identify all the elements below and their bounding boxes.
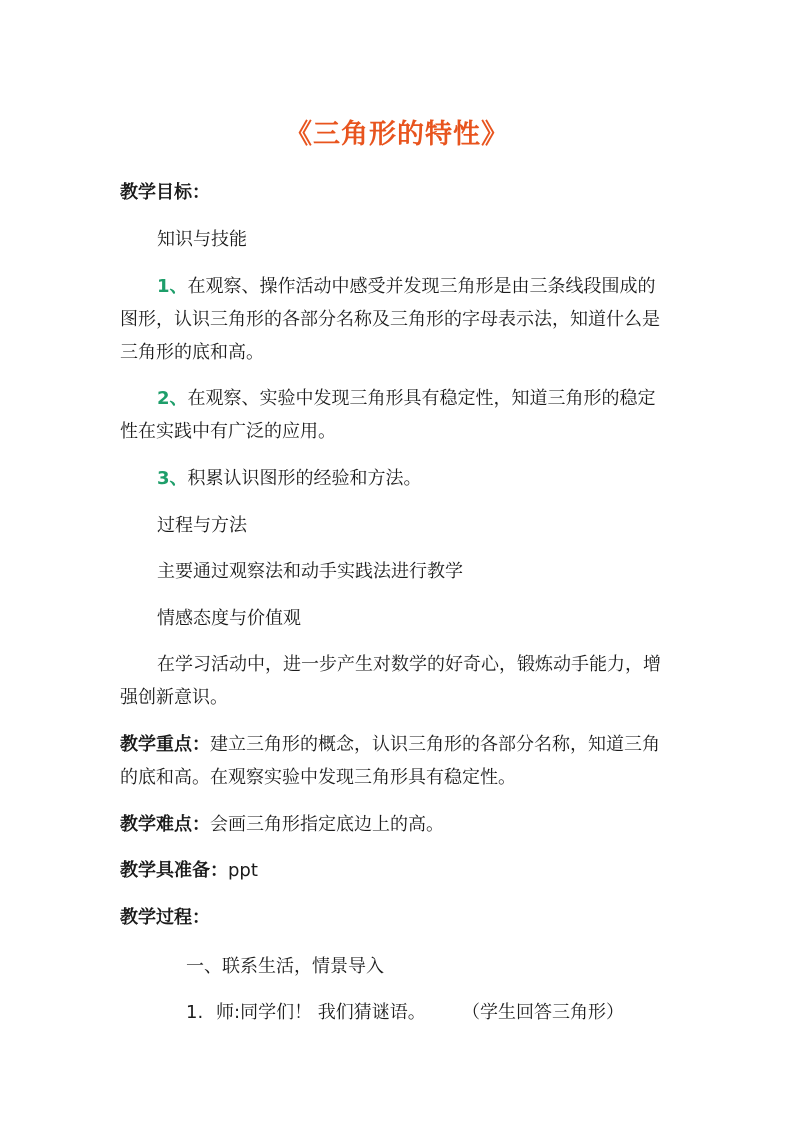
difficulty-text: 会画三角形指定底边上的高。 — [210, 814, 444, 835]
difficulty-line — [120, 808, 444, 841]
step-1-number: 1. — [186, 1002, 204, 1023]
process-heading: 教学过程： — [120, 907, 210, 928]
item-text: 在观察、操作活动中感受并发现三角形是由三条线段围成的 — [187, 276, 656, 297]
process-method-text: 主要通过观察法和动手实践法进行教学 — [157, 561, 463, 582]
document-title: 《三角形的特性》 — [285, 119, 509, 150]
emotion-values-heading: 情感态度与价值观 — [157, 608, 301, 629]
tools-label: 教学具准备： — [120, 860, 228, 881]
knowledge-skills-heading: 知识与技能 — [157, 229, 247, 250]
item-number: 2、 — [157, 388, 188, 409]
emotion-line-1: 在学习活动中，进一步产生对数学的好奇心，锻炼动手能力，增 — [157, 654, 661, 675]
process-method-heading: 过程与方法 — [157, 515, 247, 536]
section-1-heading: 一、联系生活，情景导入 — [186, 956, 384, 977]
step-1-note: （学生回答三角形） — [462, 1002, 624, 1023]
item-number: 1、 — [157, 276, 188, 297]
item-text: 积累认识图形的经验和方法。 — [187, 468, 422, 489]
key-point-line-2: 的底和高。在观察实验中发现三角形具有稳定性。 — [120, 767, 516, 788]
objective-item-1-line-1 — [157, 270, 656, 303]
objective-item-1-line-3: 三角形的底和高。 — [120, 342, 264, 363]
objective-item-2-line-1 — [157, 382, 656, 415]
objectives-heading: 教学目标： — [120, 182, 210, 203]
key-point-line-1 — [120, 728, 660, 761]
tools-text: ppt — [228, 860, 258, 881]
tools-line — [120, 854, 258, 887]
item-number: 3、 — [157, 468, 188, 489]
objective-item-3-line-1 — [157, 462, 422, 495]
step-1-text: 师:同学们！ 我们猜谜语。 — [216, 1002, 426, 1023]
item-text: 在观察、实验中发现三角形具有稳定性，知道三角形的稳定 — [187, 388, 656, 409]
key-point-label: 教学重点： — [120, 734, 210, 755]
objective-item-1-line-2: 图形，认识三角形的各部分名称及三角形的字母表示法，知道什么是 — [120, 309, 660, 330]
key-point-text: 建立三角形的概念，认识三角形的各部分名称，知道三角 — [210, 734, 660, 755]
objective-item-2-line-2: 性在实践中有广泛的应用。 — [120, 421, 336, 442]
difficulty-label: 教学难点： — [120, 814, 210, 835]
emotion-line-2: 强创新意识。 — [120, 687, 228, 708]
